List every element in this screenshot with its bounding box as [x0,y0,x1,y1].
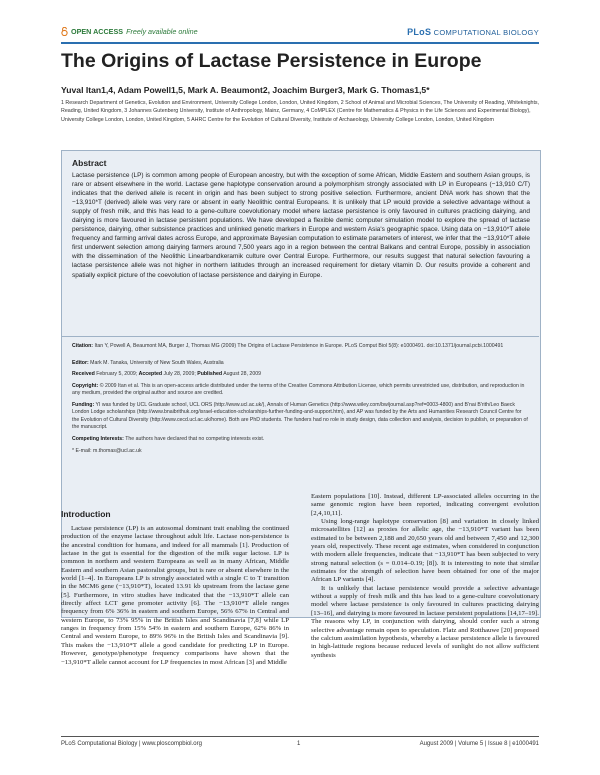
journal-header [61,27,539,41]
abstract-heading: Abstract [72,158,107,168]
author-list: Yuval Itan1,4, Adam Powell1,5, Mark A. Beaumont2, Joachim Burger3, Mark G. Thomas1,5* [61,85,430,95]
header-rule [61,42,539,44]
editor-line [72,360,530,367]
open-access-label: OPEN ACCESS [71,27,124,36]
published-date: August 28, 2009 [223,371,261,377]
editor-text: Mark M. Tanaka, University of New South Wales, Australia [90,360,224,366]
right-column [311,493,539,660]
abstract-text: Lactase persistence (LP) is common among people of European ancestry, but with the exception of some African, Middle Eastern and southern Asian groups, is rare or absent elsewhere in the world. Lactase gene haplotype conservation around a polymorphism strongly associated with LP in Europeans (−13,910 C/T) indicates that the derived allele is recent in origin and has been subject to strong positive selection. Furthermore, ancient DNA work has shown that the −13,910*T (derived) allele was very rare or absent in early Neolithic central Europeans. It is unlikely that LP would provide a selective advantage without a supply of fresh milk, and this has lead to a gene-culture coevolutionary model where lactase persistence is only favoured in cultures practicing dairying, and dairying is more favoured in lactase persistent populations. We have developed a flexible demic computer simulation model to explore the spread of lactase persistence, dairying, other subsistence practices and unlinked genetic markers in Europe and western Asia's geographic space. Using data on −13,910*T allele frequency and farming arrival dates across Europe, and approximate Bayesian computation to estimate parameters of interest, we infer that the −13,910*T allele first underwent selection among dairying farmers around 7,500 years ago in a region between the central Balkans and central Europe, possibly in association with the dissemination of the Neolithic Linearbandkeramik culture over Central Europe. Furthermore, our results suggest that natural selection favouring a lactase persistence allele was not higher in northern latitudes through an increased requirement for dietary vitamin D. Our results provide a coherent and spatially explicit picture of the coevolution of lactase persistence and dairying in Europe. [72,172,530,279]
footer-issue: August 2009 | Volume 5 | Issue 8 | e1000491 [419,741,539,747]
page-number: 1 [297,741,301,747]
accepted-date: July 28, 2009; [163,371,196,377]
journal-name: COMPUTATIONAL BIOLOGY [433,28,539,37]
journal-short: PLoS [407,27,432,37]
published-label: Published [197,371,223,377]
footer-rule [61,736,539,737]
copyright-line [72,383,530,398]
editor-label: Editor: [72,360,89,366]
copyright-text: © 2009 Itan et al. This is an open-access article distributed under the terms of the Creative Commons Attribution License, which permits unrestricted use, distribution, and reproduction in any medium, provided the original author and source are credited. [72,383,525,397]
citation-label: Citation: [72,343,94,349]
article-title: The Origins of Lactase Persistence in Europe [61,50,482,72]
funding-label: Funding: [72,402,95,408]
funding-text: YI was funded by UCL Graduate school, UCL ORS (http://www.ucl.ac.uk/), Annals of Human Genetics (http://www.wiley.com/bw/journal.asp?ref=0003-4800) and B'nai B'rith/Leo Baeck London Lodge scholarships (http://www.bnaibrithuk.org/israel-education-scholarships-further-funding-and-support.htm), and AP was funded by the Arts and Humanities Research Council Centre for the Evolution of Cultural Diversity (http://www.cecd.ucl.ac.uk/home). Both are PhD students. The funders had no role in study design, data collection and analysis, decision to publish, or preparation of the manuscript. [72,402,528,430]
open-access-badge [61,27,198,36]
footer-journal: PLoS Computational Biology | www.ploscompbiol.org [61,741,202,747]
intro-paragraph: Lactase persistence (LP) is an autosomal dominant trait enabling the continued production of the enzyme lactase throughout adult life. Lactase non-persistence is the ancestral condition for humans, and indeed for all mammals [1]. Production of lactase in the gut is essential for the digestion of the milk sugar lactose. LP is common in northern and western Europeans as well as in many African, Middle Eastern and southern Asian pastoralist groups, but is rare or absent elsewhere in the world [1–4]. In Europeans LP is strongly associated with a single C to T transition in the MCM6 gene (−13,910*T), located 13.91 kb upstream from the lactase gene [5]. Furthermore, in vitro studies have indicated that the −13,910*T allele can directly affect LCT gene promoter activity [6]. The −13,910*T allele ranges frequency from 6% 36% in eastern and southern Europe, 56% 67% in Central and western Europe, to 73% 95% in the British Isles and Scandinavia [7,8] while LP ranges in frequency from 15% 54% in eastern and southern Europe, 62% 86% in Central and western Europe, to 89% 96% in the British Isles and Scandinavia [9]. This makes the −13,910*T allele a good candidate for predicting LP in Europe. However, genotype/phenotype frequency comparisons have shown that the −13,910*T allele cannot account for LP frequencies in most African [3] and Middle [61,525,289,666]
competing-label: Competing Interests: [72,436,124,442]
affiliations: 1 Research Department of Genetics, Evolution and Environment, University College London, London, United Kingdom, 2 School of Animal and Microbial Sciences, The University of Reading, Whiteknights, Reading, United Kingdom, 3 Johannes Gutenberg University, Institute of Anthropology, Mainz, Germany, 4 CoMPLEX (Centre for Mathematics & Physics in the Life Sciences and Experimental Biology), University College London, London, United Kingdom, 5 AHRC Centre for the Evolution of Cultural Diversity, Institute of Archaeology, University College London, London, United Kingdom [61,100,540,123]
competing-line [72,436,530,443]
received-date: February 5, 2009; [96,371,138,377]
intro-paragraph: It is unlikely that lactase persistence would provide a selective advantage without a supply of fresh milk and this has lead to a gene-culture coevolutionary model where lactase persistence is only favoured in cultures practicing dairying [13–16], and dairying is more favoured in lactase persistent populations [14,17–19]. The reasons why LP, in conjunction with dairying, should confer such a strong selective advantage remain open to speculation. Flatz and Rotthauwe [20] proposed the calcium assimilation hypothesis, whereby a lactase persistence allele is favoured in high-latitude regions because reduced levels of sunlight do not allow sufficient synthesis [311,584,539,659]
journal-logo [407,27,539,37]
dates-line [72,371,530,378]
received-label: Received [72,371,95,377]
open-lock-icon [61,27,68,36]
funding-line [72,402,530,431]
competing-text: The authors have declared that no competing interests exist. [125,436,265,442]
intro-paragraph: Eastern populations [10]. Instead, different LP-associated alleles occurring in the same genomic region have been reported, indicating convergent evolution [2,4,10,11]. [311,493,539,517]
introduction-heading: Introduction [61,509,111,519]
citation-text: Itan Y, Powell A, Beaumont MA, Burger J, Thomas MG (2009) The Origins of Lactase Persistence in Europe. PLoS Comput Biol 5(8): e1000491. doi:10.1371/journal.pcbi.1000491 [94,343,504,349]
abstract-divider [61,336,539,337]
copyright-label: Copyright: [72,383,99,389]
citation-line [72,343,530,350]
accepted-label: Accepted [138,371,163,377]
intro-paragraph: Using long-range haplotype conservation [8] and variation in closely linked microsatellites [12] as proxies for allelic age, the −13,910*T variant has been estimated to be between 2,188 and 20,650 years old and between 7,450 and 12,300 years old, respectively. These recent age estimates, when considered in conjunction with modern allele frequencies, indicate that −13,910*T has been subjected to very strong natural selection (s = 0.014–0.19; [8]). It is interesting to note that similar estimates for the strength of selection have been obtained for one of the major African LP variants [4]. [311,518,539,584]
page-footer [61,741,539,751]
email-line: * E-mail: m.thomas@ucl.ac.uk [72,448,142,454]
free-available-label: Freely available online [126,27,198,36]
left-column [61,525,289,667]
